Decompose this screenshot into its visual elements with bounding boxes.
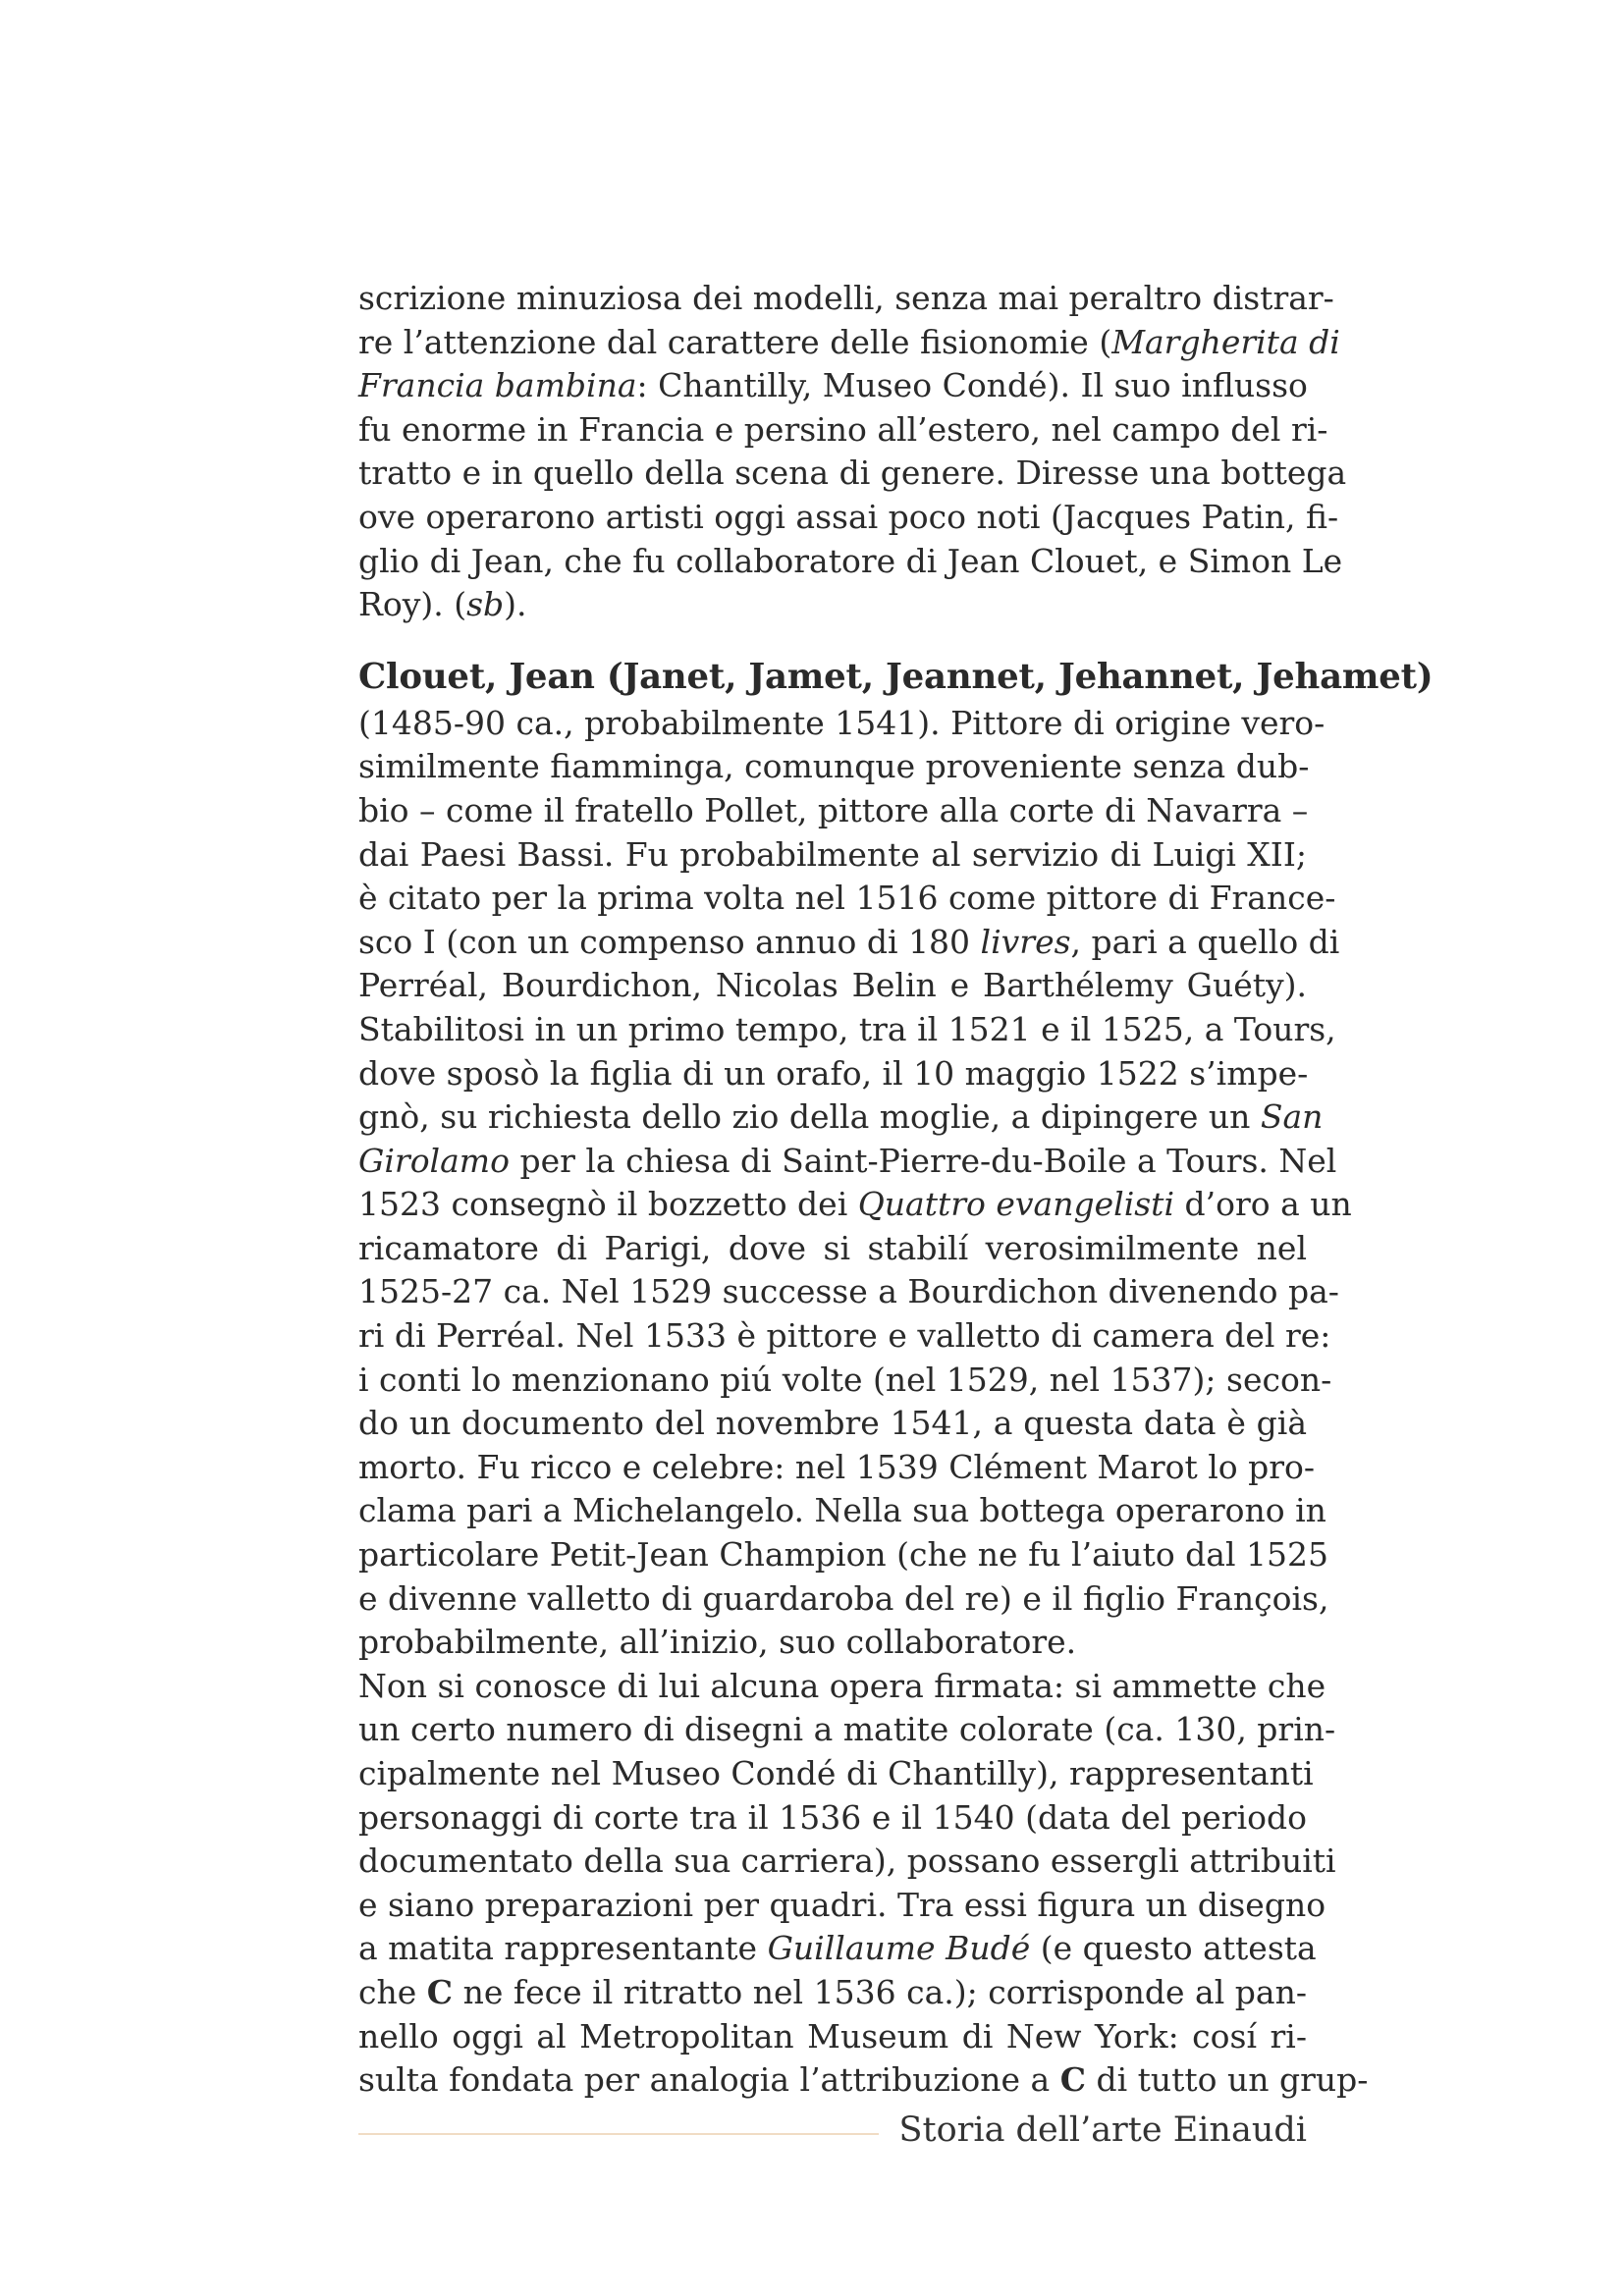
intro-paragraph [358,277,1347,627]
text-line: un certo numero di disegni a matite colorate (ca. 130, prin- [358,1710,1336,1749]
text-line: similmente fiamminga, comunque proveniente senza dub- [358,747,1310,786]
text-line: 1523 consegnò il bozzetto dei Quattro evangelisti d’oro a un [358,1185,1352,1224]
text-line: fu enorme in Francia e persino all’estero, nel campo del ri- [358,409,1328,449]
text-line: bio – come il fratello Pollet, pittore alla corte di Navarra – [358,790,1309,829]
text-line: ove operarono artisti oggi assai poco noti (Jacques Patin, fi- [358,497,1339,536]
text-line: re l’attenzione dal carattere delle fisionomie (Margherita di [358,322,1340,361]
text-line: glio di Jean, che fu collaboratore di Jean Clouet, e Simon Le [358,541,1343,580]
text-line: personaggi di corte tra il 1536 e il 1540 (data del periodo [358,1797,1307,1837]
text-line: 1525-27 ca. Nel 1529 successe a Bourdichon divenendo pa- [358,1272,1339,1311]
text-line: e divenne valletto di guardaroba del re) e il figlio François, [358,1578,1329,1618]
text-line: ri di Perréal. Nel 1533 è pittore e valletto di camera del re: [358,1316,1331,1356]
text-line: dove sposò la figlia di un orafo, il 10 maggio 1522 s’impe- [358,1053,1309,1093]
text-line: (1485-90 ca., probabilmente 1541). Pittore di origine vero- [358,703,1325,742]
text-line: probabilmente, all’inizio, suo collaboratore. [358,1623,1077,1662]
entry-heading: Clouet, Jean (Janet, Jamet, Jeannet, Jehannet, Jehamet) [358,656,1434,697]
body-paragraph-2 [358,1665,1369,2103]
text-line: Girolamo per la chiesa di Saint-Pierre-du-Boile a Tours. Nel [358,1141,1337,1180]
text-line: do un documento del novembre 1541, a questa data è già [358,1404,1307,1443]
text-line: i conti lo menzionano piú volte (nel 1529, nel 1537); secon- [358,1360,1332,1399]
text-line: sulta fondata per analogia l’attribuzione a C di tutto un grup- [358,2060,1369,2100]
text-line: documentato della sua carriera), possano essergli attribuiti [358,1842,1336,1881]
text-line: ricamatore di Parigi, dove si stabilí verosimilmente nel [358,1228,1307,1267]
text-line: cipalmente nel Museo Condé di Chantilly), rappresentanti [358,1754,1314,1792]
text-line: particolare Petit-Jean Champion (che ne fu l’aiuto dal 1525 [358,1535,1329,1575]
article-body [358,277,1434,2103]
text-line: tratto e in quello della scena di genere. Diresse una bottega [358,454,1347,493]
text-line: dai Paesi Bassi. Fu probabilmente al servizio di Luigi XII; [358,834,1307,874]
text-line: Francia bambina: Chantilly, Museo Condé). Il suo influsso [358,366,1308,405]
text-line: e siano preparazioni per quadri. Tra essi figura un disegno [358,1885,1326,1924]
text-line: scrizione minuziosa dei modelli, senza mai peraltro distrar- [358,279,1334,317]
text-line: a matita rappresentante Guillaume Budé (e questo attesta [358,1929,1317,1968]
text-line: è citato per la prima volta nel 1516 come pittore di France- [358,879,1336,918]
text-line: gnò, su richiesta dello zio della moglie, a dipingere un San [358,1097,1324,1137]
footer-rule [358,2133,879,2135]
text-line: Non si conosce di lui alcuna opera firmata: si ammette che [358,1666,1326,1705]
footer-publisher: Storia dell’arte Einaudi [898,2110,1307,2150]
text-line: Stabilitosi in un primo tempo, tra il 1521 e il 1525, a Tours, [358,1009,1336,1048]
body-paragraph-1 [358,702,1352,1665]
text-line: Roy). (sb). [358,585,527,624]
text-line: clama pari a Michelangelo. Nella sua bottega operarono in [358,1491,1326,1530]
text-line: morto. Fu ricco e celebre: nel 1539 Clément Marot lo pro- [358,1447,1316,1486]
text-line: Perréal, Bourdichon, Nicolas Belin e Barthélemy Guéty). [358,966,1307,1005]
text-line: sco I (con un compenso annuo di 180 livres, pari a quello di [358,922,1340,961]
text-line: che C ne fece il ritratto nel 1536 ca.); corrisponde al pan- [358,1972,1307,2011]
text-line: nello oggi al Metropolitan Museum di New York: cosí ri- [358,2016,1307,2056]
